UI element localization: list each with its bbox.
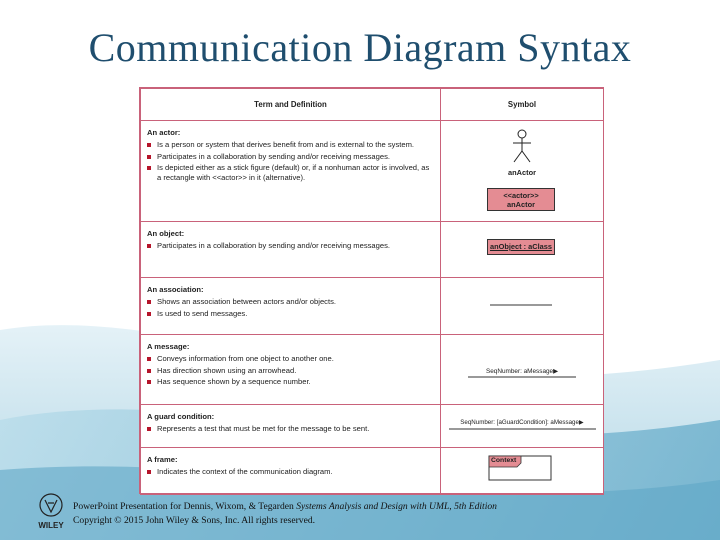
list-item: Participates in a collaboration by sending and/or receiving messages. xyxy=(147,152,434,162)
term-title: A frame: xyxy=(147,455,178,464)
message-label: SeqNumber: aMessage▶ xyxy=(485,368,559,375)
object-rectangle: anObject : aClass xyxy=(487,239,555,255)
header-symbol: Symbol xyxy=(441,89,604,121)
list-item: Has sequence shown by a sequence number. xyxy=(147,377,434,387)
frame-label: Context xyxy=(491,457,517,464)
list-item: Is a person or system that derives benefit from and is external to the system. xyxy=(147,140,434,150)
footer-line-2: Copyright © 2015 John Wiley & Sons, Inc. All rights reserved. xyxy=(73,515,316,526)
list-item: Represents a test that must be met for the message to be sent. xyxy=(147,424,434,434)
table-row xyxy=(141,222,604,278)
header-term: Term and Definition xyxy=(141,89,441,121)
guard-message-label: SeqNumber: [aGuardCondition]: aMessage▶ xyxy=(460,419,584,426)
syntax-table xyxy=(139,87,604,494)
list-item: Shows an association between actors and/or objects. xyxy=(147,297,434,307)
actor-label: anActor xyxy=(508,168,536,177)
table-row xyxy=(141,448,604,495)
guard-message-line xyxy=(441,405,604,448)
arrow-right-icon: ▶ xyxy=(578,419,584,426)
term-title: A guard condition: xyxy=(147,412,215,421)
svg-text:WILEY: WILEY xyxy=(38,521,64,530)
term-title: An object: xyxy=(147,229,185,238)
list-item: Participates in a collaboration by sending and/or receiving messages. xyxy=(147,241,434,251)
term-title: An actor: xyxy=(147,128,181,137)
list-item: Is depicted either as a stick figure (default) or, if a nonhuman actor is involved, as a rectangle with <<actor>> in it (alternative). xyxy=(147,163,434,183)
table-row xyxy=(141,405,604,448)
list-item: Indicates the context of the communication diagram. xyxy=(147,467,434,477)
table-row xyxy=(141,278,604,335)
arrow-right-icon: ▶ xyxy=(553,368,559,375)
list-item: Has direction shown using an arrowhead. xyxy=(147,366,434,376)
list-item: Is used to send messages. xyxy=(147,309,434,319)
wiley-logo xyxy=(36,492,66,532)
table-row xyxy=(141,335,604,405)
term-title: An association: xyxy=(147,285,204,294)
table-row xyxy=(141,121,604,222)
message-line xyxy=(441,335,604,405)
frame-icon xyxy=(441,448,604,495)
footer xyxy=(73,500,497,528)
stick-figure-icon xyxy=(510,129,534,165)
slide-title: Communication Diagram Syntax xyxy=(88,25,632,70)
footer-line-1: PowerPoint Presentation for Dennis, Wixom, & Tegarden Systems Analysis and Design with UML, 5th Edition xyxy=(73,501,497,512)
list-item: Conveys information from one object to another one. xyxy=(147,354,434,364)
association-line xyxy=(441,278,604,334)
term-title: A message: xyxy=(147,342,190,351)
actor-rectangle: <<actor>> anActor xyxy=(487,188,555,211)
